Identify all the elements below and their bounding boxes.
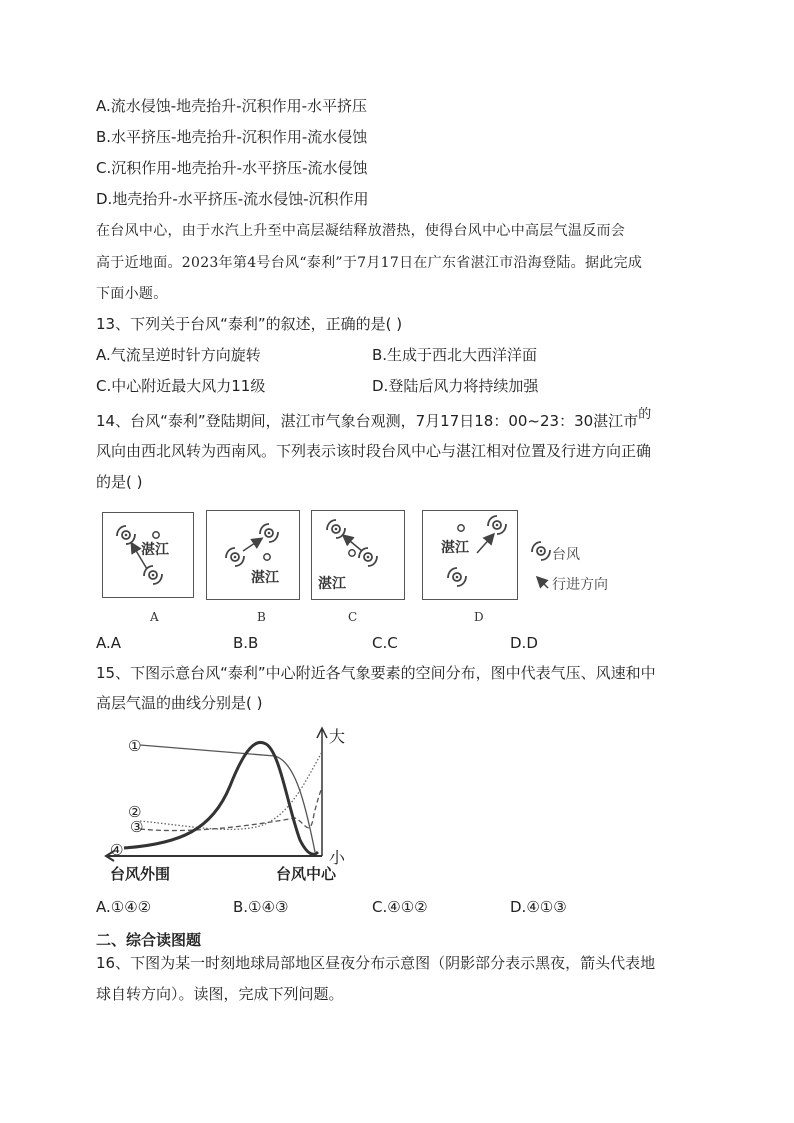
- axis-top-label: 大: [329, 727, 346, 746]
- typhoon-icon: [448, 568, 466, 586]
- city-label: 湛江: [251, 570, 279, 586]
- diagram-b: [206, 510, 300, 600]
- q13-option-a: A.气流呈逆时针方向旋转: [96, 346, 261, 364]
- caption-b: B: [257, 610, 266, 624]
- direction-arrow-icon: [538, 578, 548, 588]
- city-label: 湛江: [318, 576, 346, 592]
- city-dot-icon: [458, 525, 464, 531]
- q15-option-b: B.①④③: [233, 898, 289, 916]
- q13-stem: 13、下列关于台风“泰利”的叙述，正确的是( ): [96, 315, 403, 333]
- axis-bottom-label: 小: [329, 848, 346, 867]
- direction-arrow-icon: [344, 536, 362, 551]
- direction-arrow-icon: [477, 535, 493, 553]
- q15-stem-line-2: 高层气温的曲线分别是( ): [96, 694, 263, 712]
- caption-d: D: [474, 610, 484, 624]
- curve-label-3: ③: [130, 818, 144, 836]
- diagram-d-graphic: [423, 511, 517, 599]
- q14-stem-tail: 的: [638, 407, 652, 422]
- q14-option-a: A.A: [96, 634, 122, 652]
- city-dot-icon: [349, 550, 355, 556]
- typhoon-icon: [226, 548, 244, 566]
- typhoon-icon: [532, 542, 550, 560]
- legend-typhoon: 台风: [552, 547, 580, 563]
- x-right-label: 台风中心: [276, 865, 337, 883]
- curve-4: [124, 742, 318, 854]
- q13-option-b: B.生成于西北大西洋洋面: [372, 346, 538, 364]
- q15-chart: [100, 722, 360, 890]
- q14-stem-line-1: 14、台风“泰利”登陆期间，湛江市气象台观测，7月17日18：00~23：30湛江市的: [96, 407, 652, 430]
- q15-stem-line-1: 15、下图示意台风“泰利”中心附近各气象要素的空间分布，图中代表气压、风速和中: [96, 664, 656, 682]
- caption-c: C: [348, 610, 358, 624]
- q16-line-1: 16、下图为某一时刻地球局部地区昼夜分布示意图（阴影部分表示黑夜，箭头代表地: [96, 954, 656, 972]
- city-dot-icon: [264, 554, 270, 560]
- q13-option-c: C.中心附近最大风力11级: [96, 377, 266, 395]
- intro-line-2: 高于近地面。2023年第4号台风“泰利”于7月17日在广东省湛江市沿海登陆。据此完成: [96, 255, 643, 271]
- intro-line-1: 在台风中心，由于水汽上升至中高层凝结释放潜热，使得台风中心中高层气温反而会: [96, 223, 626, 239]
- q16-line-2: 球自转方向）。读图，完成下列问题。: [96, 985, 344, 1003]
- q15-option-d: D.④①③: [510, 898, 567, 916]
- city-label: 湛江: [441, 540, 469, 556]
- diagram-a: [102, 512, 194, 598]
- x-left-label: 台风外围: [110, 865, 171, 883]
- q14-stem-line-2: 风向由西北风转为西南风。下列表示该时段台风中心与湛江相对位置及行进方向正确: [96, 442, 652, 460]
- direction-arrow-icon: [243, 539, 261, 551]
- q14-stem-line-3: 的是( ): [96, 473, 143, 491]
- q14-option-c: C.C: [372, 634, 398, 652]
- typhoon-icon: [327, 520, 345, 538]
- curve-label-1: ①: [128, 737, 142, 755]
- diagram-d: [422, 510, 518, 600]
- q15-option-c: C.④①②: [372, 898, 428, 916]
- q12-option-b: B.水平挤压-地壳抬升-沉积作用-流水侵蚀: [96, 128, 368, 146]
- q15-option-a: A.①④②: [96, 898, 152, 916]
- section-2-heading: 二、综合读图题: [96, 931, 202, 949]
- q12-option-a: A.流水侵蚀-地壳抬升-沉积作用-水平挤压: [96, 97, 368, 115]
- curve-label-4: ④: [110, 841, 124, 859]
- city-label: 湛江: [141, 542, 169, 558]
- typhoon-icon: [260, 524, 278, 542]
- diagram-c: [311, 510, 405, 600]
- intro-line-3: 下面小题。: [96, 286, 168, 302]
- typhoon-icon: [488, 516, 506, 534]
- legend-direction: 行进方向: [552, 577, 608, 593]
- q14-option-b: B.B: [233, 634, 259, 652]
- city-dot-icon: [153, 532, 159, 538]
- q12-option-c: C.沉积作用-地壳抬升-水平挤压-流水侵蚀: [96, 159, 368, 177]
- caption-a: A: [150, 610, 159, 624]
- curve-label-2: ②: [128, 803, 142, 821]
- q13-option-d: D.登陆后风力将持续加强: [372, 377, 539, 395]
- q12-option-d: D.地壳抬升-水平挤压-流水侵蚀-沉积作用: [96, 190, 369, 208]
- typhoon-icon: [117, 526, 135, 544]
- q14-option-d: D.D: [510, 634, 538, 652]
